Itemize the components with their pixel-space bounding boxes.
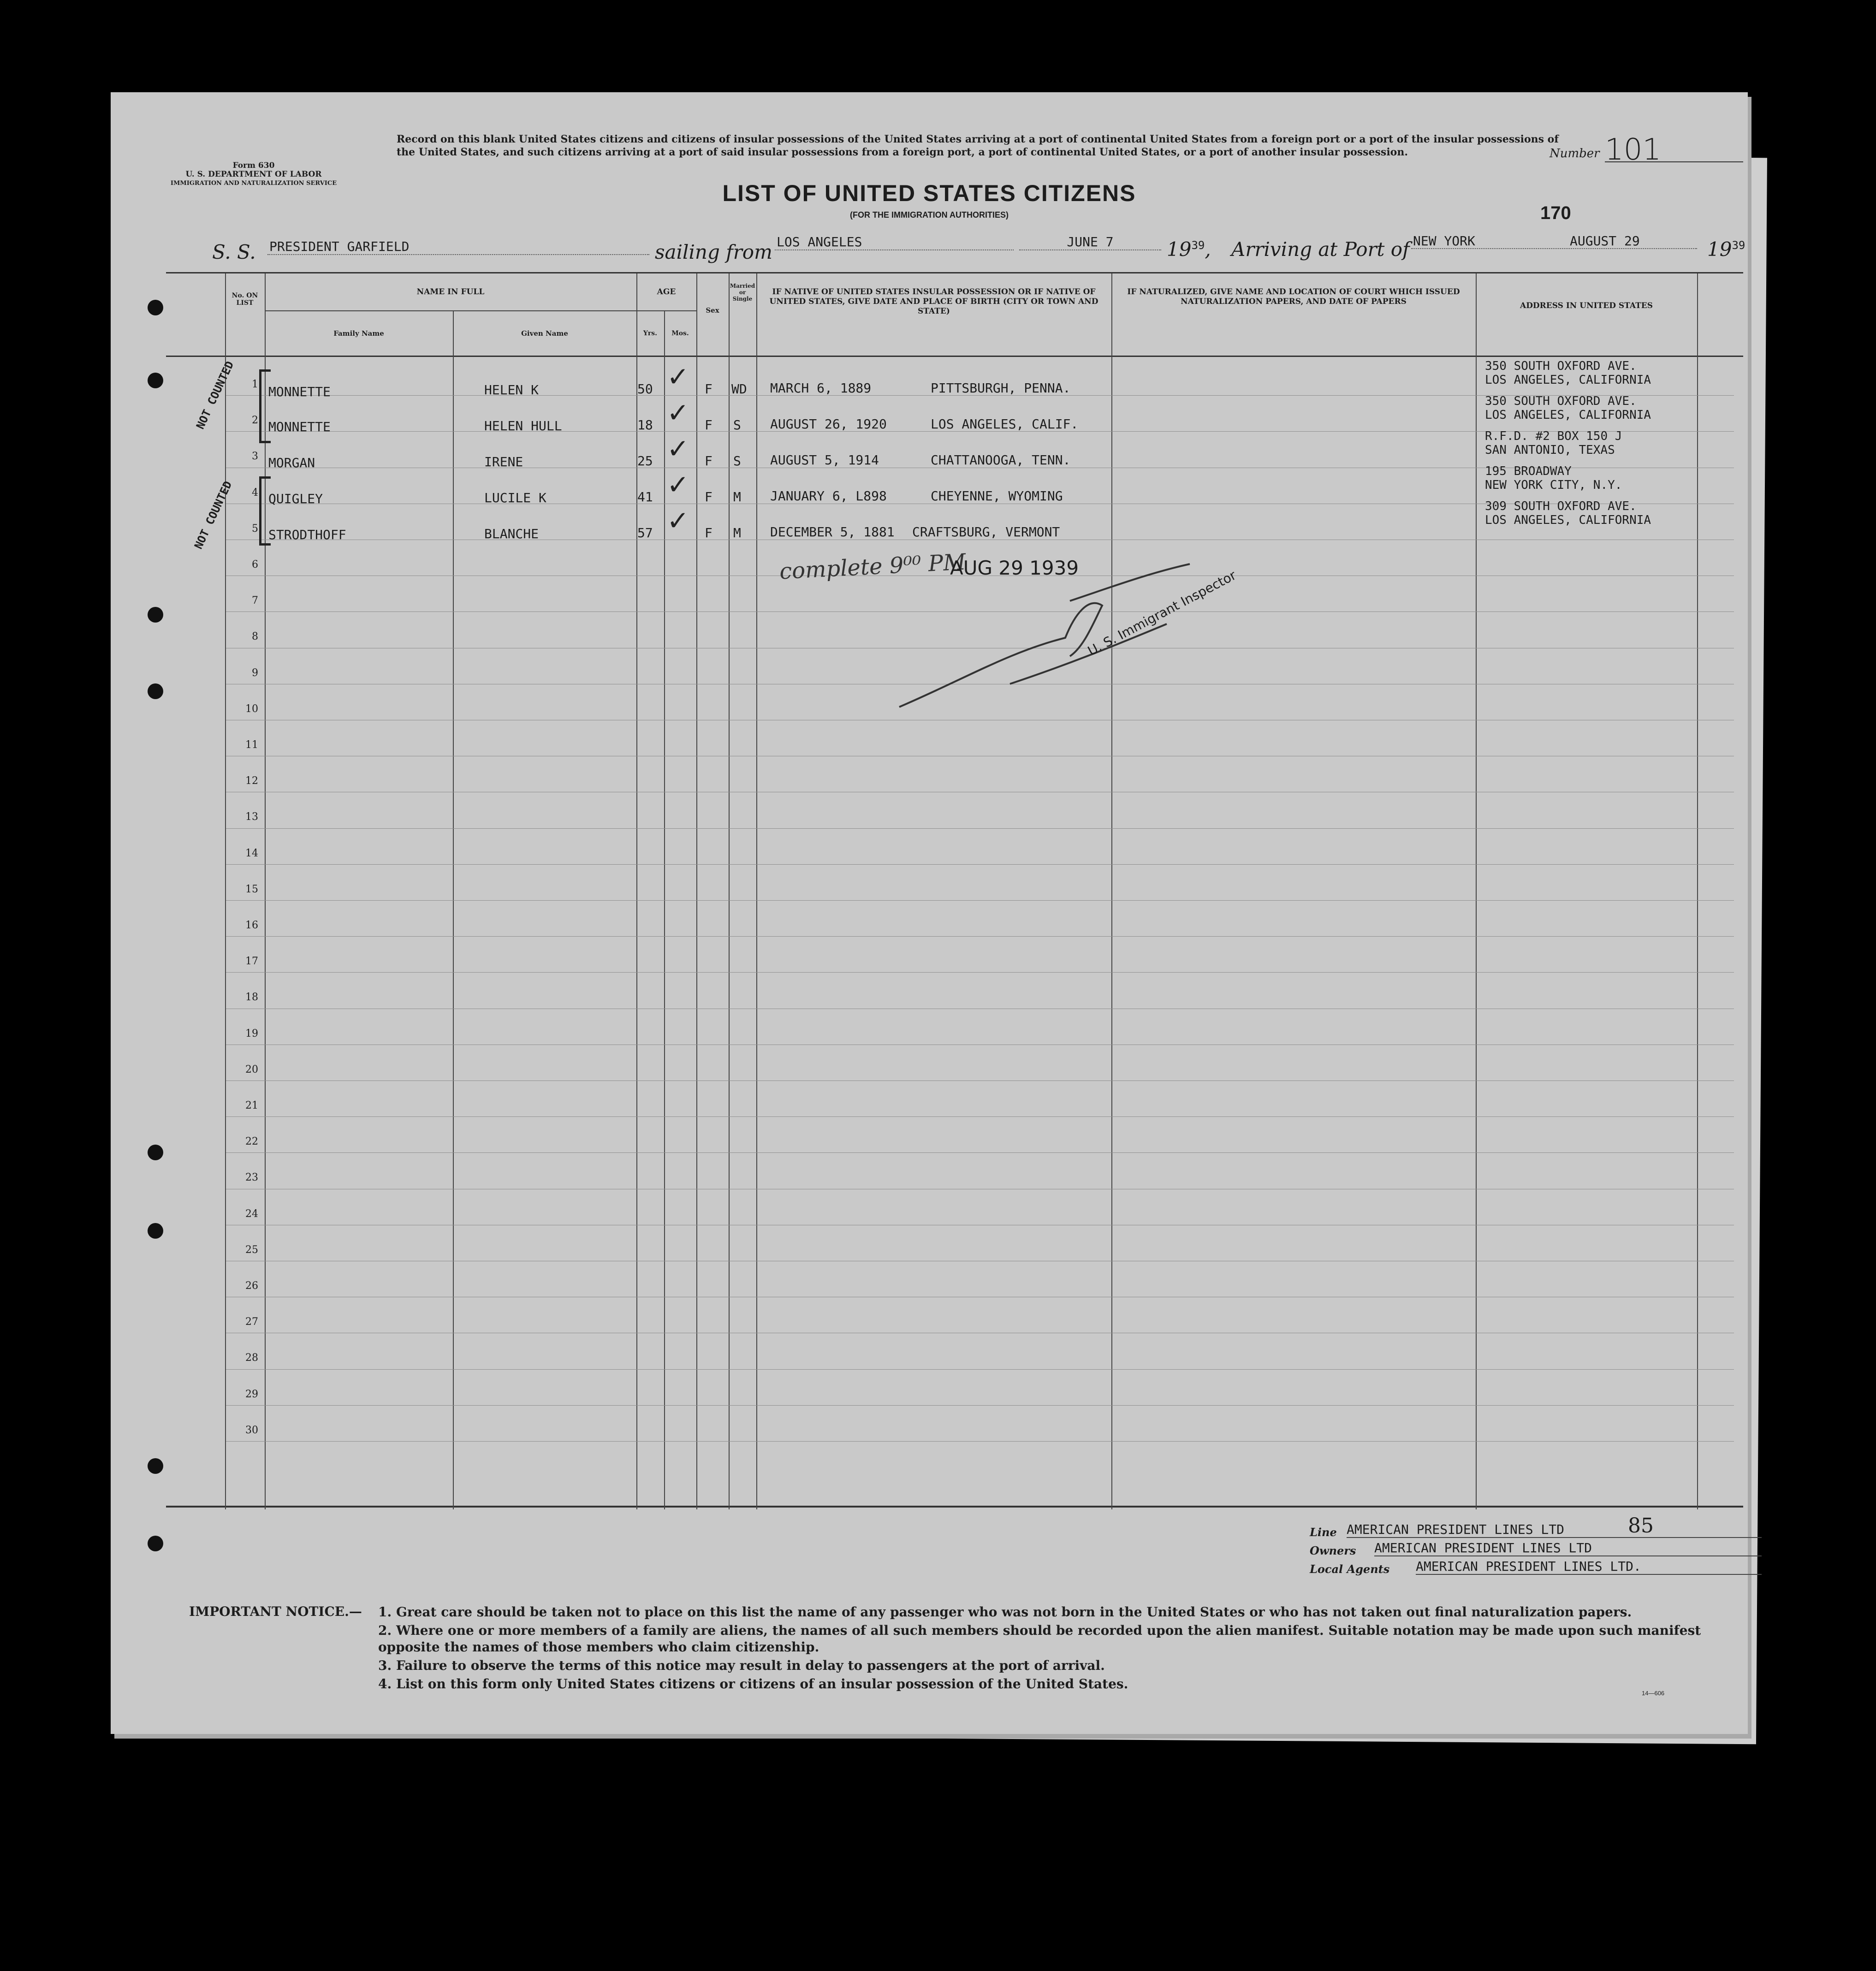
address: R.F.D. #2 BOX 150 J SAN ANTONIO, TEXAS <box>1485 429 1622 457</box>
col-divider <box>696 273 697 1509</box>
arriving-label: Arriving at Port of <box>1231 238 1410 261</box>
marital-status: M <box>733 489 741 505</box>
not-counted-note: NOT COUNTED <box>194 359 237 431</box>
complete-note: complete 9⁰⁰ PM <box>778 549 967 585</box>
notice-item: 1. Great care should be taken not to place on this list the name of any passenger who was not born in the United States or who has not taken out final naturalization papers. <box>378 1604 1632 1620</box>
family-name: MONNETTE <box>268 419 331 434</box>
check-mark: ✓ <box>667 361 689 392</box>
notice-item: 4. List on this form only United States citizens or citizens of an insular possession of the United States. <box>378 1676 1128 1692</box>
ss-label: S. S. <box>212 241 256 263</box>
col-marital-header: Married or Single <box>730 283 755 302</box>
line-value: AMERICAN PRESIDENT LINES LTD <box>1347 1522 1762 1538</box>
sex: F <box>705 453 712 469</box>
col-mos-header: Mos. <box>671 330 689 337</box>
age-years: 57 <box>637 525 653 540</box>
col-age-header: AGE <box>657 287 676 297</box>
col-divider <box>1697 273 1698 1509</box>
row-number: 9 <box>252 667 258 679</box>
family-name: MONNETTE <box>268 384 331 399</box>
sex: F <box>705 417 712 433</box>
departure-date: JUNE 7 <box>1019 234 1161 250</box>
address: 309 SOUTH OXFORD AVE. LOS ANGELES, CALIFORNIA <box>1485 499 1651 527</box>
address: 350 SOUTH OXFORD AVE. LOS ANGELES, CALIFORNIA <box>1485 394 1651 422</box>
col-address-header: ADDRESS IN UNITED STATES <box>1520 301 1653 310</box>
header-divider <box>166 356 1743 357</box>
agents-label: Local Agents <box>1310 1562 1390 1576</box>
given-name: HELEN HULL <box>484 418 562 433</box>
birth-date: MARCH 6, 1889 <box>770 380 872 396</box>
birth-date: JANUARY 6, L898 <box>770 488 887 504</box>
col-sex-header: Sex <box>706 306 719 315</box>
age-years: 18 <box>637 417 653 433</box>
row-number: 10 <box>245 703 258 715</box>
owners-label: Owners <box>1310 1544 1356 1557</box>
number-label: Number <box>1549 147 1600 160</box>
col-divider <box>1476 273 1477 1509</box>
row-number: 15 <box>245 884 258 895</box>
departure-port: LOS ANGELES <box>775 234 1014 250</box>
age-years: 50 <box>637 381 653 397</box>
form-code: 14—606 <box>1642 1690 1665 1697</box>
arrival-port: NEW YORK <box>1413 233 1475 249</box>
given-name: IRENE <box>484 454 523 469</box>
marital-status: S <box>733 453 741 469</box>
row-number: 17 <box>245 956 258 967</box>
check-mark: ✓ <box>667 433 689 464</box>
row-rule <box>226 900 1734 901</box>
age-subheader-line <box>636 310 696 311</box>
arrival-underline <box>1411 248 1697 249</box>
row-number: 22 <box>245 1136 258 1147</box>
row-number: 27 <box>245 1316 258 1328</box>
bracket-mark <box>259 476 271 546</box>
arrival-year <box>1707 238 1745 261</box>
col-divider <box>1111 273 1112 1509</box>
row-rule <box>226 1405 1734 1406</box>
year-suffix: 39 <box>1191 239 1205 252</box>
page-title: LIST OF UNITED STATES CITIZENS <box>722 180 1136 206</box>
family-name: QUIGLEY <box>268 491 323 506</box>
agents-value: AMERICAN PRESIDENT LINES LTD. <box>1416 1559 1762 1575</box>
service: IMMIGRATION AND NATURALIZATION SERVICE <box>170 180 337 187</box>
row-number: 13 <box>245 811 258 823</box>
punch-hole <box>148 300 163 315</box>
year-suffix: 39 <box>1732 239 1745 252</box>
row-rule <box>226 1080 1734 1081</box>
department: U. S. DEPARTMENT OF LABOR <box>185 170 322 179</box>
row-number: 3 <box>252 451 258 462</box>
col-no-header: No. ON LIST <box>232 292 258 307</box>
ship-name: PRESIDENT GARFIELD <box>267 239 649 255</box>
row-number: 14 <box>245 848 258 859</box>
address: 350 SOUTH OXFORD AVE. LOS ANGELES, CALIFORNIA <box>1485 359 1651 387</box>
departure-year: $19^{39}$, <box>1167 238 1211 261</box>
row-rule <box>226 828 1734 829</box>
punch-hole <box>148 1223 163 1239</box>
bracket-mark <box>259 369 271 443</box>
page-subtitle: (FOR THE IMMIGRATION AUTHORITIES) <box>850 210 1009 220</box>
row-number: 20 <box>245 1064 258 1075</box>
row-number: 28 <box>245 1352 258 1364</box>
row-number: 5 <box>252 523 258 534</box>
page-number: 170 <box>1540 203 1571 223</box>
row-number: 24 <box>245 1208 258 1220</box>
owners-value: AMERICAN PRESIDENT LINES LTD <box>1374 1540 1762 1556</box>
name-subheader-line <box>265 310 664 311</box>
date-stamp: AUG 29 1939 <box>950 557 1079 579</box>
year-prefix: 19 <box>1707 238 1732 261</box>
table-bottom <box>166 1506 1743 1508</box>
family-name: MORGAN <box>268 455 315 470</box>
address: 195 BROADWAY NEW YORK CITY, N.Y. <box>1485 464 1622 492</box>
row-rule <box>226 1369 1734 1370</box>
row-number: 11 <box>245 739 258 751</box>
birth-place: PITTSBURGH, PENNA. <box>931 380 1071 396</box>
given-name: LUCILE K <box>484 490 546 505</box>
row-number: 1 <box>252 379 258 390</box>
marital-status: WD <box>731 381 747 397</box>
row-number: 4 <box>252 487 258 499</box>
marital-status: M <box>733 525 741 540</box>
not-counted-note: NOT COUNTED <box>192 479 235 551</box>
col-family-header: Family Name <box>333 329 384 338</box>
punch-hole <box>148 1145 163 1160</box>
birth-place: CHATTANOOGA, TENN. <box>931 452 1071 468</box>
row-number: 19 <box>245 1028 258 1039</box>
row-number: 8 <box>252 631 258 642</box>
check-mark: ✓ <box>667 397 689 428</box>
sex: F <box>705 381 712 397</box>
tally-number: 85 <box>1628 1514 1654 1538</box>
row-number: 2 <box>252 415 258 426</box>
col-birth-header: IF NATIVE OF UNITED STATES INSULAR POSSESSION OR IF NATIVE OF UNITED STATES, GIVE DATE AND PLACE OF BIRTH (CITY OR TOWN AND STATE) <box>769 287 1098 316</box>
row-number: 12 <box>245 775 258 787</box>
row-number: 23 <box>245 1172 258 1183</box>
birth-date: DECEMBER 5, 1881 <box>770 524 895 540</box>
row-rule <box>226 864 1734 865</box>
sailing-label: sailing from <box>655 241 772 263</box>
form-number: Form 630 <box>232 161 275 170</box>
punch-hole <box>148 1458 163 1474</box>
age-years: 25 <box>637 453 653 469</box>
col-divider <box>756 273 757 1509</box>
row-number: 6 <box>252 559 258 570</box>
marital-status: S <box>733 417 741 433</box>
given-name: HELEN K <box>484 382 539 398</box>
row-number: 16 <box>245 920 258 931</box>
age-years: 41 <box>637 489 653 505</box>
row-rule <box>226 972 1734 973</box>
given-name: BLANCHE <box>484 526 539 541</box>
row-number: 26 <box>245 1280 258 1292</box>
notice-item: 3. Failure to observe the terms of this notice may result in delay to passengers at the port of arrival. <box>378 1658 1105 1673</box>
inspector-title: U. S. Immigrant Inspector <box>1085 567 1239 659</box>
row-rule <box>226 1116 1734 1117</box>
birth-place: CRAFTSBURG, VERMONT <box>912 524 1060 540</box>
line-label: Line <box>1310 1526 1337 1539</box>
year-prefix: 19 <box>1167 238 1192 261</box>
row-number: 7 <box>252 595 258 606</box>
check-mark: ✓ <box>667 469 689 500</box>
col-divider <box>664 310 665 1509</box>
row-number: 29 <box>245 1389 258 1400</box>
row-number: 25 <box>245 1244 258 1256</box>
family-name: STRODTHOFF <box>268 527 346 542</box>
row-number: 21 <box>245 1100 258 1111</box>
sex: F <box>705 525 712 540</box>
col-divider <box>265 273 266 1509</box>
list-number: 101 <box>1605 133 1662 167</box>
row-rule <box>226 1152 1734 1153</box>
col-divider <box>453 310 454 1509</box>
instruction-text: Record on this blank United States citizens and citizens of insular possessions of the United States arriving at a port of continental United States from a foreign port or a port of the insular possessions of the United States, and such citizens arriving at a port of said insular possessions from a foreign port, a port of continental United States, or a port of another insular possession. <box>397 133 1559 158</box>
arrival-date: AUGUST 29 <box>1570 233 1640 249</box>
row-number: 18 <box>245 991 258 1003</box>
birth-date: AUGUST 5, 1914 <box>770 452 879 468</box>
row-number: 30 <box>245 1425 258 1436</box>
row-rule <box>226 936 1734 937</box>
punch-hole <box>148 373 163 388</box>
birth-place: LOS ANGELES, CALIF. <box>931 416 1079 432</box>
col-naturalized-header: IF NATURALIZED, GIVE NAME AND LOCATION OF COURT WHICH ISSUED NATURALIZATION PAPERS, AND DATE OF PAPERS <box>1127 287 1460 306</box>
row-rule <box>226 1441 1734 1442</box>
punch-hole <box>148 1536 163 1551</box>
col-given-header: Given Name <box>521 329 568 338</box>
check-mark: ✓ <box>667 505 689 536</box>
manifest-sheet <box>111 92 1748 1734</box>
notice-heading: IMPORTANT NOTICE.— <box>189 1604 362 1619</box>
punch-hole <box>148 607 163 623</box>
notice-item: 2. Where one or more members of a family are aliens, the names of all such members should be recorded upon the alien manifest. Suitable notation may be made upon such manifest opposite the names of those members who claim citizenship. <box>378 1623 1701 1655</box>
sex: F <box>705 489 712 505</box>
punch-hole <box>148 683 163 699</box>
col-yrs-header: Yrs. <box>643 330 658 337</box>
birth-date: AUGUST 26, 1920 <box>770 416 887 432</box>
birth-place: CHEYENNE, WYOMING <box>931 488 1063 504</box>
col-divider <box>729 273 730 1509</box>
col-name-header: NAME IN FULL <box>416 287 485 297</box>
